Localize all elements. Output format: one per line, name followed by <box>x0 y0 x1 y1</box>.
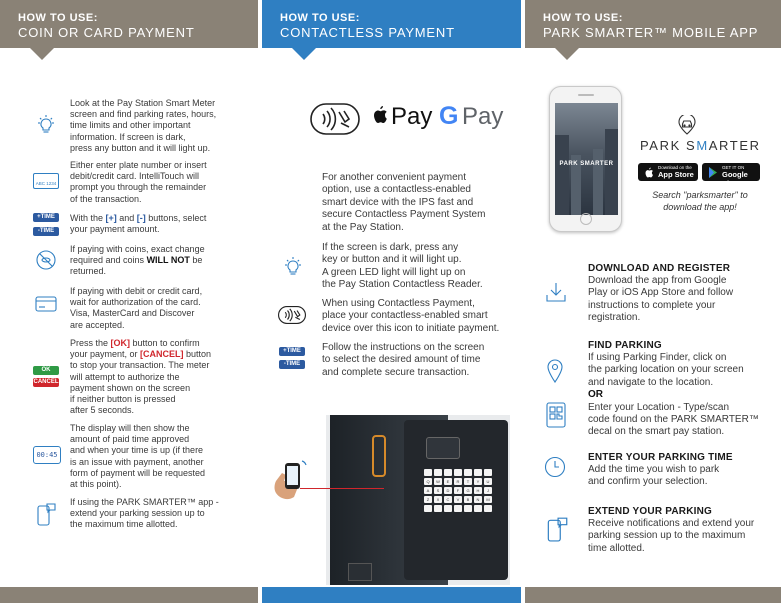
plate-text: ABC 1234 <box>35 181 57 186</box>
text-line: to select the desired amount of time <box>322 354 481 366</box>
car-logo-icon <box>676 115 698 135</box>
keypad-key <box>424 469 432 476</box>
text-line: extend your parking session up to <box>70 508 205 519</box>
keypad-key <box>464 505 472 512</box>
header-notch <box>30 48 54 60</box>
credit-card-icon <box>35 296 57 312</box>
keypad-key: U <box>484 478 492 485</box>
keypad-key: F <box>454 487 462 494</box>
keypad-key: N <box>474 496 482 503</box>
text-part: be <box>189 255 203 266</box>
text-line: If paying with debit or credit card, <box>70 286 203 296</box>
keypad-key: R <box>454 478 462 485</box>
text-line: time allotted. <box>588 542 645 554</box>
text-line: and navigate to the location. <box>588 376 714 388</box>
header-title: CONTACTLESS PAYMENT <box>280 25 455 40</box>
plus-key-label: [+] <box>105 213 117 223</box>
step-enter-plate <box>70 160 207 205</box>
keypad-key <box>484 505 492 512</box>
bottom-slot <box>348 563 372 581</box>
section-body <box>588 518 754 555</box>
header-notch <box>292 48 316 60</box>
text-line: payment shown on the screen <box>70 382 191 393</box>
step-coins <box>70 244 205 278</box>
contactless-reader <box>426 437 460 459</box>
contactless-screen-dark <box>322 242 483 292</box>
text-line: and complete secure transaction. <box>322 366 470 378</box>
text-line: the maximum time allotted. <box>70 519 178 530</box>
timer-display-icon <box>33 446 61 464</box>
phone-notification-icon <box>35 502 57 526</box>
section-title: FIND PARKING <box>588 340 662 351</box>
text-line: option, use a contactless-enabled <box>322 184 471 196</box>
text-line: A green LED light will light up on <box>322 266 466 278</box>
keypad-key <box>454 505 462 512</box>
footer-bar <box>0 587 258 603</box>
keypad-key <box>444 505 452 512</box>
contactless-follow-instructions <box>322 342 484 379</box>
keypad-key <box>454 469 462 476</box>
header-title: PARK SMARTER™ MOBILE APP <box>543 25 759 40</box>
card-slot <box>372 435 386 477</box>
pay-station-lights <box>410 423 470 437</box>
text-line: at the Pay Station. <box>322 221 404 233</box>
header-mobile-app <box>525 0 781 48</box>
apple-pay-text: Pay <box>391 103 433 130</box>
text-line: code found on the PARK SMARTER™ <box>588 414 759 426</box>
text-line: your payment amount. <box>70 224 160 235</box>
phone-brand-text: PARK SMARTER <box>559 161 614 167</box>
text-line <box>70 349 211 360</box>
text-line: Receive notifications and extend your <box>588 518 755 529</box>
app-store-big: App Store <box>658 170 694 179</box>
brand-text: PARK S <box>640 138 697 153</box>
text-line: will attempt to authorize the <box>70 371 180 382</box>
contactless-small-icon <box>278 306 306 324</box>
text-line: of the transaction. <box>70 193 142 204</box>
text-part: your payment, or <box>70 349 141 360</box>
step-app-extend <box>70 497 219 531</box>
text-line: download the app! <box>663 201 737 212</box>
phone-notification-icon <box>545 516 569 542</box>
text-line: at this point). <box>70 479 122 490</box>
text-line: Follow the instructions on the screen <box>322 342 485 353</box>
keypad-key: Z <box>424 496 432 503</box>
step-confirm <box>70 338 211 416</box>
section-body <box>588 275 733 325</box>
brand-text: ARTER <box>708 138 761 153</box>
text-line: Enter your Location - Type/scan <box>588 401 730 413</box>
google-pay-text: Pay <box>462 103 504 130</box>
keypad-key: C <box>444 496 452 503</box>
text-line: is an issue with payment, another <box>70 456 204 467</box>
license-plate-icon <box>33 173 59 189</box>
text-line: If the screen is dark, press any <box>322 242 459 253</box>
header-notch <box>555 48 579 60</box>
text-line: parking session up to the maximum <box>588 530 746 542</box>
text-line: secure Contactless Payment System <box>322 209 486 221</box>
keypad-key <box>434 469 442 476</box>
keypad-key: H <box>474 487 482 494</box>
keypad-key <box>464 469 472 476</box>
keypad-key <box>444 469 452 476</box>
header-contactless <box>262 0 521 48</box>
keypad-key: A <box>424 487 432 494</box>
text-line: amount of paid time approved <box>70 434 190 445</box>
text-line: press any button and it will light up. <box>70 142 211 153</box>
keypad-key: E <box>444 478 452 485</box>
text-line: after 5 seconds. <box>70 405 135 416</box>
brand-wordmark <box>640 138 761 153</box>
text-line: wait for authorization of the card. <box>70 297 201 308</box>
header-label: HOW TO USE: <box>280 12 360 24</box>
text-line: Search "parksmarter" to <box>652 190 748 200</box>
header-label: HOW TO USE: <box>18 12 98 24</box>
phone-speaker <box>578 94 594 96</box>
text-line: If using Parking Finder, click on <box>588 352 727 363</box>
play-triangle-icon <box>708 167 718 178</box>
step-view-screen <box>70 98 216 154</box>
google-play-small: GET IT ON <box>722 165 745 170</box>
contactless-place-device <box>322 298 499 335</box>
text-line: to stop your transaction. The meter <box>70 360 210 371</box>
keypad <box>424 469 492 512</box>
keypad-key <box>474 469 482 476</box>
text-line: Visa, MasterCard and Discover <box>70 308 195 319</box>
no-coins-icon <box>35 249 57 271</box>
header-label: HOW TO USE: <box>543 12 623 24</box>
minus-key-label: [-] <box>136 213 146 223</box>
or-label: OR <box>588 389 603 401</box>
download-icon <box>545 281 567 303</box>
keypad-key <box>424 505 432 512</box>
contactless-intro <box>322 172 485 234</box>
keypad-key: M <box>484 496 492 503</box>
minus-time-badge: -TIME <box>33 227 59 236</box>
keypad-key: G <box>464 487 472 494</box>
keypad-key: J <box>484 487 492 494</box>
text-line: When using Contactless Payment, <box>322 298 475 309</box>
pay-station-photo <box>326 415 510 585</box>
text-line: the parking location on your screen <box>588 364 744 376</box>
text-part: button <box>183 349 212 360</box>
step-display-time <box>70 423 205 490</box>
text-part: buttons, select <box>145 213 207 223</box>
footer-bar <box>525 587 781 603</box>
keypad-key: S <box>434 487 442 494</box>
apple-logo-icon <box>372 105 388 124</box>
qr-code-icon <box>546 402 566 428</box>
text-line: screen and find parking rates, hours, <box>70 109 217 120</box>
text-line: time limits and other important <box>70 120 191 131</box>
map-pin-icon <box>545 358 565 384</box>
text-line: smart device with the IPS fast and <box>322 196 474 208</box>
cancel-badge: CANCEL <box>33 379 59 385</box>
section-title: DOWNLOAD AND REGISTER <box>588 263 731 274</box>
section-body <box>588 352 759 439</box>
hand-phone-icon <box>272 459 308 510</box>
keypad-key <box>474 505 482 512</box>
text-line: if neither button is pressed <box>70 394 176 405</box>
keypad-key: Y <box>474 478 482 485</box>
keypad-key: W <box>434 478 442 485</box>
text-line: Add the time you wish to park <box>588 464 720 475</box>
text-line: and when your time is up (if there <box>70 445 204 456</box>
text-line: device over this icon to initiate payment. <box>322 322 500 334</box>
app-store-small: Download on the <box>658 165 692 170</box>
text-line: If using the PARK SMARTER™ app - <box>70 497 219 507</box>
text-line: Look at the Pay Station Smart Meter <box>70 98 216 108</box>
lightbulb-icon <box>35 114 57 136</box>
plus-time-badge: +TIME <box>33 213 59 222</box>
text-part: required and coins <box>70 255 147 266</box>
section-title: EXTEND YOUR PARKING <box>588 506 713 517</box>
step-select-amount <box>70 213 206 235</box>
text-line: prompt you through the remainder <box>70 182 207 193</box>
google-play-big: Google Play <box>722 170 748 188</box>
text-line: returned. <box>70 266 107 277</box>
timer-text: 00:45 <box>36 451 58 459</box>
section-title: ENTER YOUR PARKING TIME <box>588 452 733 463</box>
app-store-badge[interactable] <box>638 163 698 181</box>
text-line: the Pay Station Contactless Reader. <box>322 279 483 291</box>
minus-time-badge: -TIME <box>279 360 305 369</box>
text-line: and confirm your selection. <box>588 476 708 488</box>
text-line: form of payment will be requested <box>70 467 206 478</box>
header-coin-card <box>0 0 258 48</box>
keypad-key <box>434 505 442 512</box>
cancel-key-label: [CANCEL] <box>140 349 184 360</box>
google-g-logo: G <box>439 102 459 130</box>
apple-logo-icon <box>644 167 654 178</box>
step-card <box>70 286 202 331</box>
text-line: are accepted. <box>70 319 125 330</box>
phone-home-button <box>580 213 592 225</box>
text-line: Play or iOS App Store and follow <box>588 287 734 299</box>
text-part: With the <box>70 213 106 223</box>
text-line <box>70 213 206 224</box>
search-note <box>638 190 762 213</box>
contactless-symbol-icon <box>310 103 360 135</box>
text-part: Press the <box>70 338 111 348</box>
text-line: registration. <box>588 312 641 324</box>
keypad-key: B <box>464 496 472 503</box>
building-shape <box>605 129 618 215</box>
text-part: button to confirm <box>130 338 200 348</box>
text-line: The display will then show the <box>70 423 190 433</box>
keypad-key: V <box>454 496 462 503</box>
text-line: information. If screen is dark, <box>70 131 186 142</box>
google-play-badge[interactable] <box>702 163 760 188</box>
keypad-key: T <box>464 478 472 485</box>
pointer-line <box>300 488 384 489</box>
lightbulb-icon <box>282 256 304 278</box>
section-body <box>588 464 719 489</box>
text-line: For another convenient payment <box>322 172 466 183</box>
text-line: debit/credit card. IntelliTouch will <box>70 171 200 182</box>
text-line <box>70 338 211 349</box>
keypad-key: X <box>434 496 442 503</box>
plus-time-badge: +TIME <box>279 347 305 356</box>
building-shape <box>555 135 569 215</box>
keypad-key: Q <box>424 478 432 485</box>
text-line: Download the app from Google <box>588 275 727 286</box>
clock-icon <box>544 456 566 478</box>
phone-mockup <box>549 86 622 232</box>
text-line: instructions to complete your <box>588 299 716 311</box>
footer-bar <box>262 587 521 603</box>
text-line: key or button and it will light up. <box>322 254 462 266</box>
header-title: COIN OR CARD PAYMENT <box>18 25 195 40</box>
emphasis-text: WILL NOT <box>146 255 190 266</box>
text-line: place your contactless-enabled smart <box>322 310 488 322</box>
ok-badge: OK <box>33 366 59 375</box>
text-line: Either enter plate number or insert <box>70 160 207 170</box>
text-line: decal on the smart pay station. <box>588 426 725 438</box>
text-line <box>70 255 205 266</box>
keypad-key: D <box>444 487 452 494</box>
text-line: If paying with coins, exact change <box>70 244 205 254</box>
text-part: and <box>116 213 137 223</box>
brand-text: M <box>696 138 709 153</box>
keypad-key <box>484 469 492 476</box>
phone-screen <box>555 103 618 215</box>
ok-key-label: [OK] <box>110 338 131 348</box>
building-shape <box>593 149 603 215</box>
